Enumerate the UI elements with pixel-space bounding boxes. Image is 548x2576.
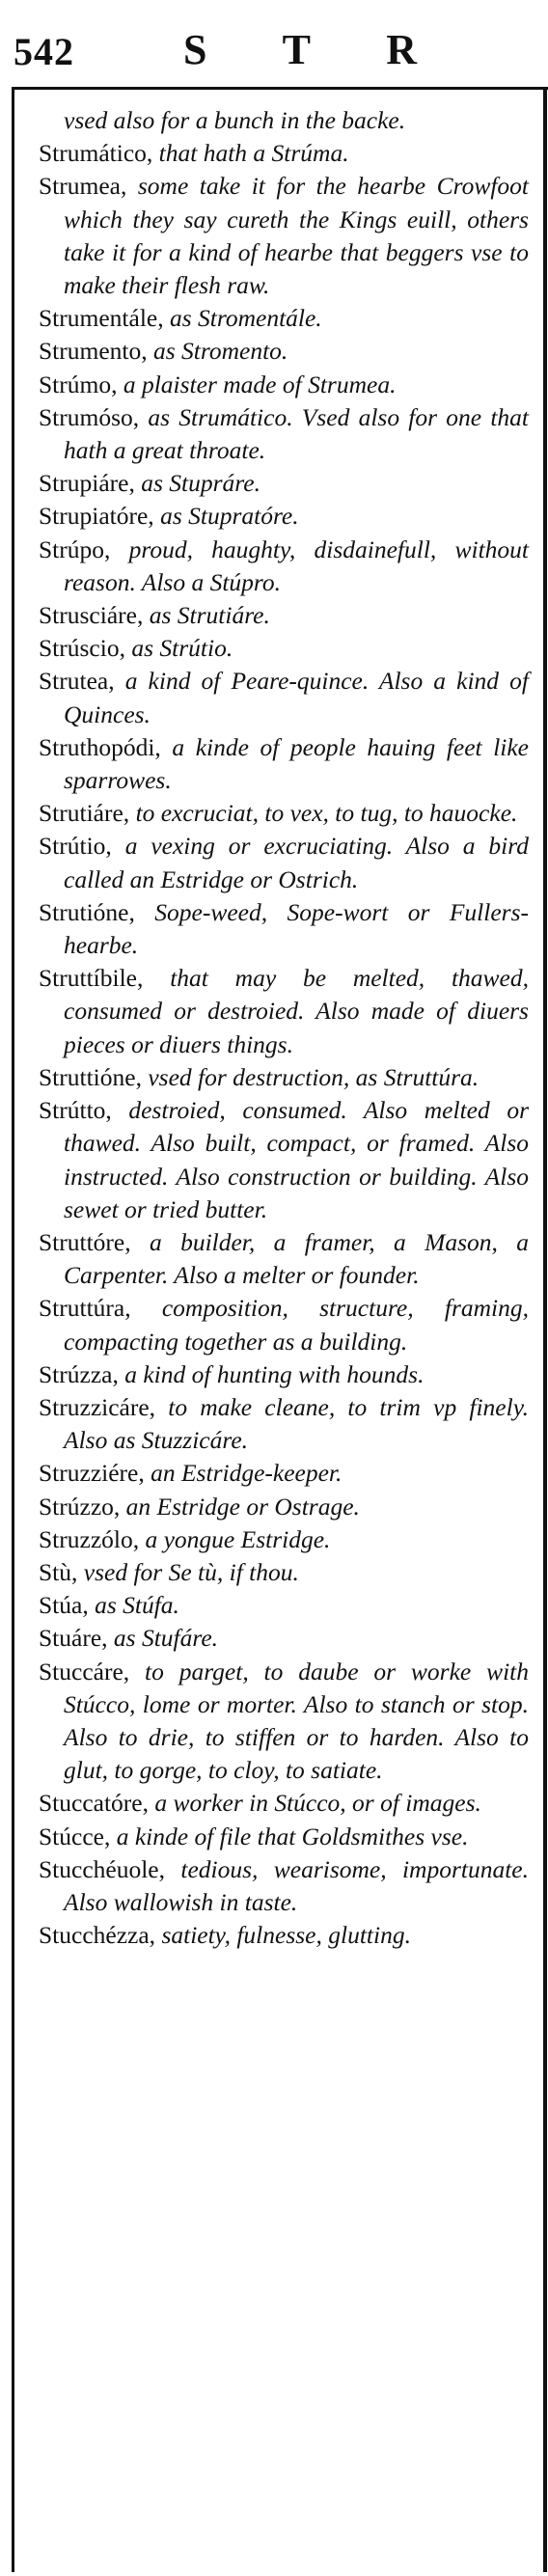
dictionary-entry — [39, 1061, 529, 1094]
entry-definition: a builder, a framer, a Mason, a Carpenter. Also a melter or founder. — [64, 1227, 529, 1290]
entry-headword: Strusciáre, — [39, 601, 144, 630]
entry-definition: tedious, wearisome, importunate. Also wallowish in taste. — [64, 1854, 529, 1916]
entry-headword: Strúmo, — [39, 370, 118, 398]
entry-definition: composition, structure, framing, compacting together as a building. — [64, 1294, 529, 1356]
entry-headword: Strutióne, — [39, 897, 135, 926]
entry-definition: vsed for Se tù, if thou. — [83, 1557, 299, 1586]
entry-headword: Strúzza, — [39, 1359, 119, 1388]
entry-definition: that hath a Strúma. — [158, 139, 349, 168]
dictionary-entry — [39, 1358, 529, 1391]
entry-definition: a vexing or excruciating. Also a bird called an Estridge or Ostrich. — [64, 832, 529, 893]
top-rule — [12, 87, 548, 90]
entry-headword: Strupiáre, — [39, 469, 135, 498]
entry-headword: Struzziére, — [39, 1459, 145, 1488]
dictionary-entry — [39, 137, 529, 170]
entry-definition: a kinde of people hauing feet like sparrowes. — [64, 732, 530, 795]
dictionary-entry — [39, 104, 529, 137]
dictionary-entry — [39, 830, 529, 895]
dictionary-entry — [39, 1787, 529, 1820]
dictionary-entry — [39, 302, 529, 335]
entry-headword: Strumóso, — [39, 402, 140, 431]
entry-headword: Strutiáre, — [39, 799, 130, 828]
entry-headword: Struttióne, — [39, 1062, 142, 1091]
entry-headword: Strúscio, — [39, 634, 125, 663]
entry-headword: Struthopódi, — [39, 732, 161, 761]
dictionary-entry — [39, 1821, 529, 1853]
entry-headword: Struzzólo, — [39, 1524, 140, 1553]
entry-definition: some take it for the hearbe Crowfoot which they say cureth the Kings euill, others take it for a kind of hearbe that beggers vse to make their flesh raw. — [64, 172, 530, 300]
dictionary-entry — [39, 1622, 529, 1655]
entry-headword: Stù, — [39, 1557, 78, 1586]
left-rule — [12, 87, 14, 2572]
entry-definition: to parget, to daube or worke with Stúcco, lome or morter. Also to stanch or stop. Also to drie, to stiffen or to harden. Also to glut, to gorge, to cloy, to satiate. — [64, 1657, 530, 1785]
entry-definition: as Stromentále. — [169, 304, 322, 333]
entry-headword: Stucchézza, — [39, 1921, 156, 1950]
dictionary-entry — [39, 1391, 529, 1457]
dictionary-entry — [39, 665, 529, 730]
entry-headword: Strúzzo, — [39, 1492, 121, 1521]
dictionary-entry — [39, 335, 529, 368]
entry-definition: as Stupráre. — [141, 469, 260, 498]
entry-headword: Stucchéuole, — [39, 1854, 165, 1883]
entry-headword: Stúa, — [39, 1591, 89, 1620]
entry-definition: vsed for destruction, as Struttúra. — [148, 1062, 480, 1091]
entry-headword: Strutea, — [39, 667, 115, 696]
dictionary-entry — [39, 1919, 529, 1952]
dictionary-entry — [39, 1491, 529, 1523]
entry-headword: Strútto, — [39, 1096, 112, 1125]
entry-definition: proud, haughty, disdainefull, without reason. Also a Stúpro. — [64, 534, 530, 596]
page-number: 542 — [14, 30, 74, 73]
dictionary-entry — [39, 731, 529, 797]
dictionary-entry — [39, 467, 529, 500]
entry-headword: Stúcce, — [39, 1822, 111, 1850]
entry-definition: destroied, consumed. Also melted or thawed. Also built, compact, or framed. Also instructed. Also construction or building. Also sewet or tried butter. — [64, 1096, 530, 1223]
entry-definition: a kinde of file that Goldsmithes vse. — [116, 1822, 469, 1850]
entry-definition: a kind of Peare-quince. Also a kind of Quinces. — [64, 667, 529, 728]
entry-headword: Strumento, — [39, 337, 148, 366]
entry-headword: Stuccatóre, — [39, 1789, 149, 1818]
entry-definition: a plaister made of Strumea. — [123, 370, 397, 398]
entry-headword: Struttúra, — [39, 1294, 131, 1323]
entry-headword: Strumentále, — [39, 304, 164, 333]
dictionary-entry — [39, 500, 529, 533]
dictionary-entry — [39, 1853, 529, 1919]
entry-definition: satiety, fulnesse, glutting. — [161, 1921, 411, 1950]
dictionary-entry — [39, 896, 529, 962]
entry-definition: to excruciat, to vex, to tug, to hauocke. — [135, 799, 518, 828]
dictionary-entry — [39, 1589, 529, 1622]
dictionary-entry — [39, 369, 529, 401]
entry-definition: a kind of hunting with hounds. — [124, 1359, 425, 1388]
entry-definition: as Stúfa. — [95, 1591, 179, 1620]
entry-headword: Struzzicáre, — [39, 1392, 156, 1421]
entry-headword: Stuccáre, — [39, 1657, 130, 1685]
dictionary-entry — [39, 170, 529, 302]
dictionary-entry — [39, 1656, 529, 1788]
entry-definition: an Estridge or Ostrage. — [125, 1492, 360, 1521]
dictionary-entry — [39, 962, 529, 1061]
dictionary-entry — [39, 797, 529, 830]
dictionary-entry — [39, 1226, 529, 1292]
entry-headword: Strumea, — [39, 172, 127, 201]
dictionary-entry — [39, 1094, 529, 1226]
dictionary-entry — [39, 401, 529, 467]
entry-definition: as Stupratóre. — [160, 502, 299, 531]
dictionary-entry — [39, 599, 529, 632]
entry-headword: Strupiatóre, — [39, 502, 154, 531]
entry-definition: as Strumático. Vsed also for one that hath a great throate. — [64, 402, 529, 465]
entry-headword: Strúpo, — [39, 534, 111, 563]
entry-column — [39, 104, 529, 1952]
entry-definition: as Stromento. — [153, 337, 288, 366]
entry-definition: a worker in Stúcco, or of images. — [154, 1789, 481, 1818]
entry-definition: to make cleane, to trim vp finely. Also as Stuzzicáre. — [64, 1392, 530, 1455]
entry-headword: Strumático, — [39, 139, 153, 168]
running-head: S T R — [183, 26, 451, 73]
dictionary-entry — [39, 1457, 529, 1490]
entry-definition: vsed also for a bunch in the backe. — [64, 106, 406, 134]
entry-headword: Strútio, — [39, 832, 112, 861]
entry-definition: an Estridge-keeper. — [151, 1459, 342, 1488]
right-rule — [543, 87, 547, 2572]
entry-headword: Struttíbile, — [39, 964, 144, 993]
entry-definition: Sope-weed, Sope-wort or Fullers-hearbe. — [64, 897, 530, 960]
entry-definition: as Strutiáre. — [149, 601, 270, 630]
dictionary-entry — [39, 1556, 529, 1589]
dictionary-entry — [39, 1523, 529, 1556]
entry-headword: Struttóre, — [39, 1227, 131, 1256]
entry-definition: a yongue Estridge. — [145, 1524, 331, 1553]
entry-definition: as Strútio. — [131, 634, 233, 663]
entry-definition: as Stufáre. — [113, 1624, 219, 1653]
dictionary-entry — [39, 534, 529, 599]
dictionary-entry — [39, 1292, 529, 1357]
entry-definition: that may be melted, thawed, consumed or destroied. Also made of diuers pieces or diuers things. — [64, 964, 530, 1058]
entry-headword: Stuáre, — [39, 1624, 108, 1653]
dictionary-entry — [39, 632, 529, 665]
